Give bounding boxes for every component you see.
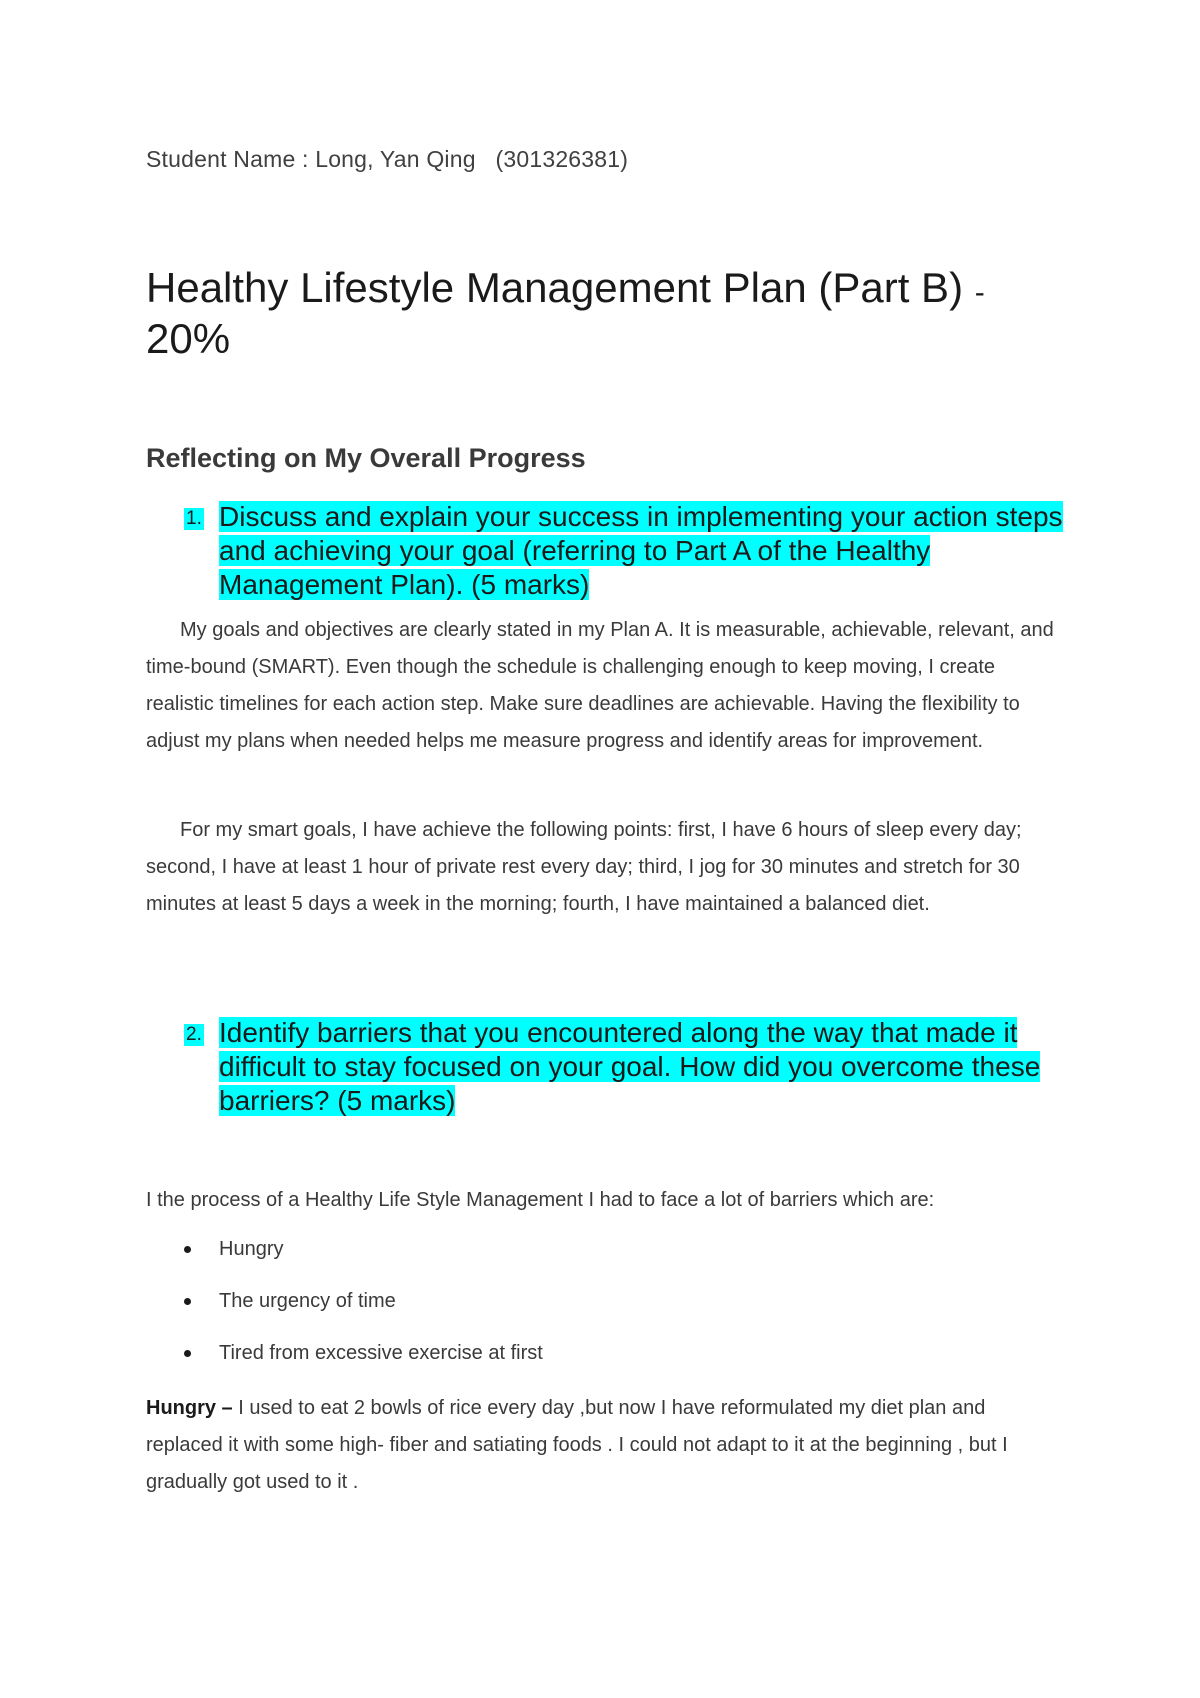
list-item xyxy=(146,1340,543,1366)
barrier-label: Hungry xyxy=(219,1238,284,1260)
list-item xyxy=(146,1288,543,1314)
hungry-label: Hungry – xyxy=(146,1397,233,1419)
hungry-paragraph xyxy=(146,1390,1066,1501)
answer-1-paragraph-2: For my smart goals, I have achieve the following points: first, I have 6 hours of sleep every day; second, I have at least 1 hour of private rest every day; third, I jog for 30 minutes and stretch for 30 minutes at least 5 days a week in the morning; fourth, I have maintained a balanced diet. xyxy=(146,819,1022,915)
bullet-icon xyxy=(184,1246,191,1253)
list-item xyxy=(146,1236,543,1262)
student-name-line: Student Name : Long, Yan Qing (301326381) xyxy=(146,146,629,172)
hungry-text: I used to eat 2 bowls of rice every day ,but now I have reformulated my diet plan and replaced it with some high- fiber and satiating foods . I could not adapt to it at the beginning , but I gradually got used to it . xyxy=(146,1397,1008,1493)
question-1-text: Discuss and explain your success in implementing your action steps and achieving your goal (referring to Part A of the Healthy Management Plan). (5 marks) xyxy=(219,501,1063,600)
question-2-text-block xyxy=(219,1016,1076,1118)
question-2 xyxy=(176,1016,1076,1118)
question-2-text: Identify barriers that you encountered along the way that made it difficult to stay focused on your goal. How did you overcome these barriers? (5 marks) xyxy=(219,1017,1041,1116)
title-main: Healthy Lifestyle Management Plan (Part B) xyxy=(146,264,975,311)
title-percent: 20% xyxy=(146,315,231,362)
bullet-icon xyxy=(184,1350,191,1357)
document-title xyxy=(146,265,1086,362)
section-heading: Reflecting on My Overall Progress xyxy=(146,443,586,473)
answer-2-intro: I the process of a Healthy Life Style Management I had to face a lot of barriers which are: xyxy=(146,1189,935,1211)
question-1-text-block xyxy=(219,500,1076,602)
question-1 xyxy=(176,500,1076,602)
title-dash: - xyxy=(974,276,985,309)
barrier-label: The urgency of time xyxy=(219,1290,396,1312)
answer-1-paragraph-1: My goals and objectives are clearly stated in my Plan A. It is measurable, achievable, relevant, and time-bound (SMART). Even though the schedule is challenging enough to keep moving, I create realistic timelines for each action step. Make sure deadlines are achievable. Having the flexibility to adjust my plans when needed helps me measure progress and identify areas for improvement. xyxy=(146,619,1054,752)
question-2-number: 2. xyxy=(186,1024,202,1045)
bullet-icon xyxy=(184,1298,191,1305)
question-1-number: 1. xyxy=(186,508,202,529)
barrier-label: Tired from excessive exercise at first xyxy=(219,1342,543,1364)
barriers-list xyxy=(146,1236,543,1392)
